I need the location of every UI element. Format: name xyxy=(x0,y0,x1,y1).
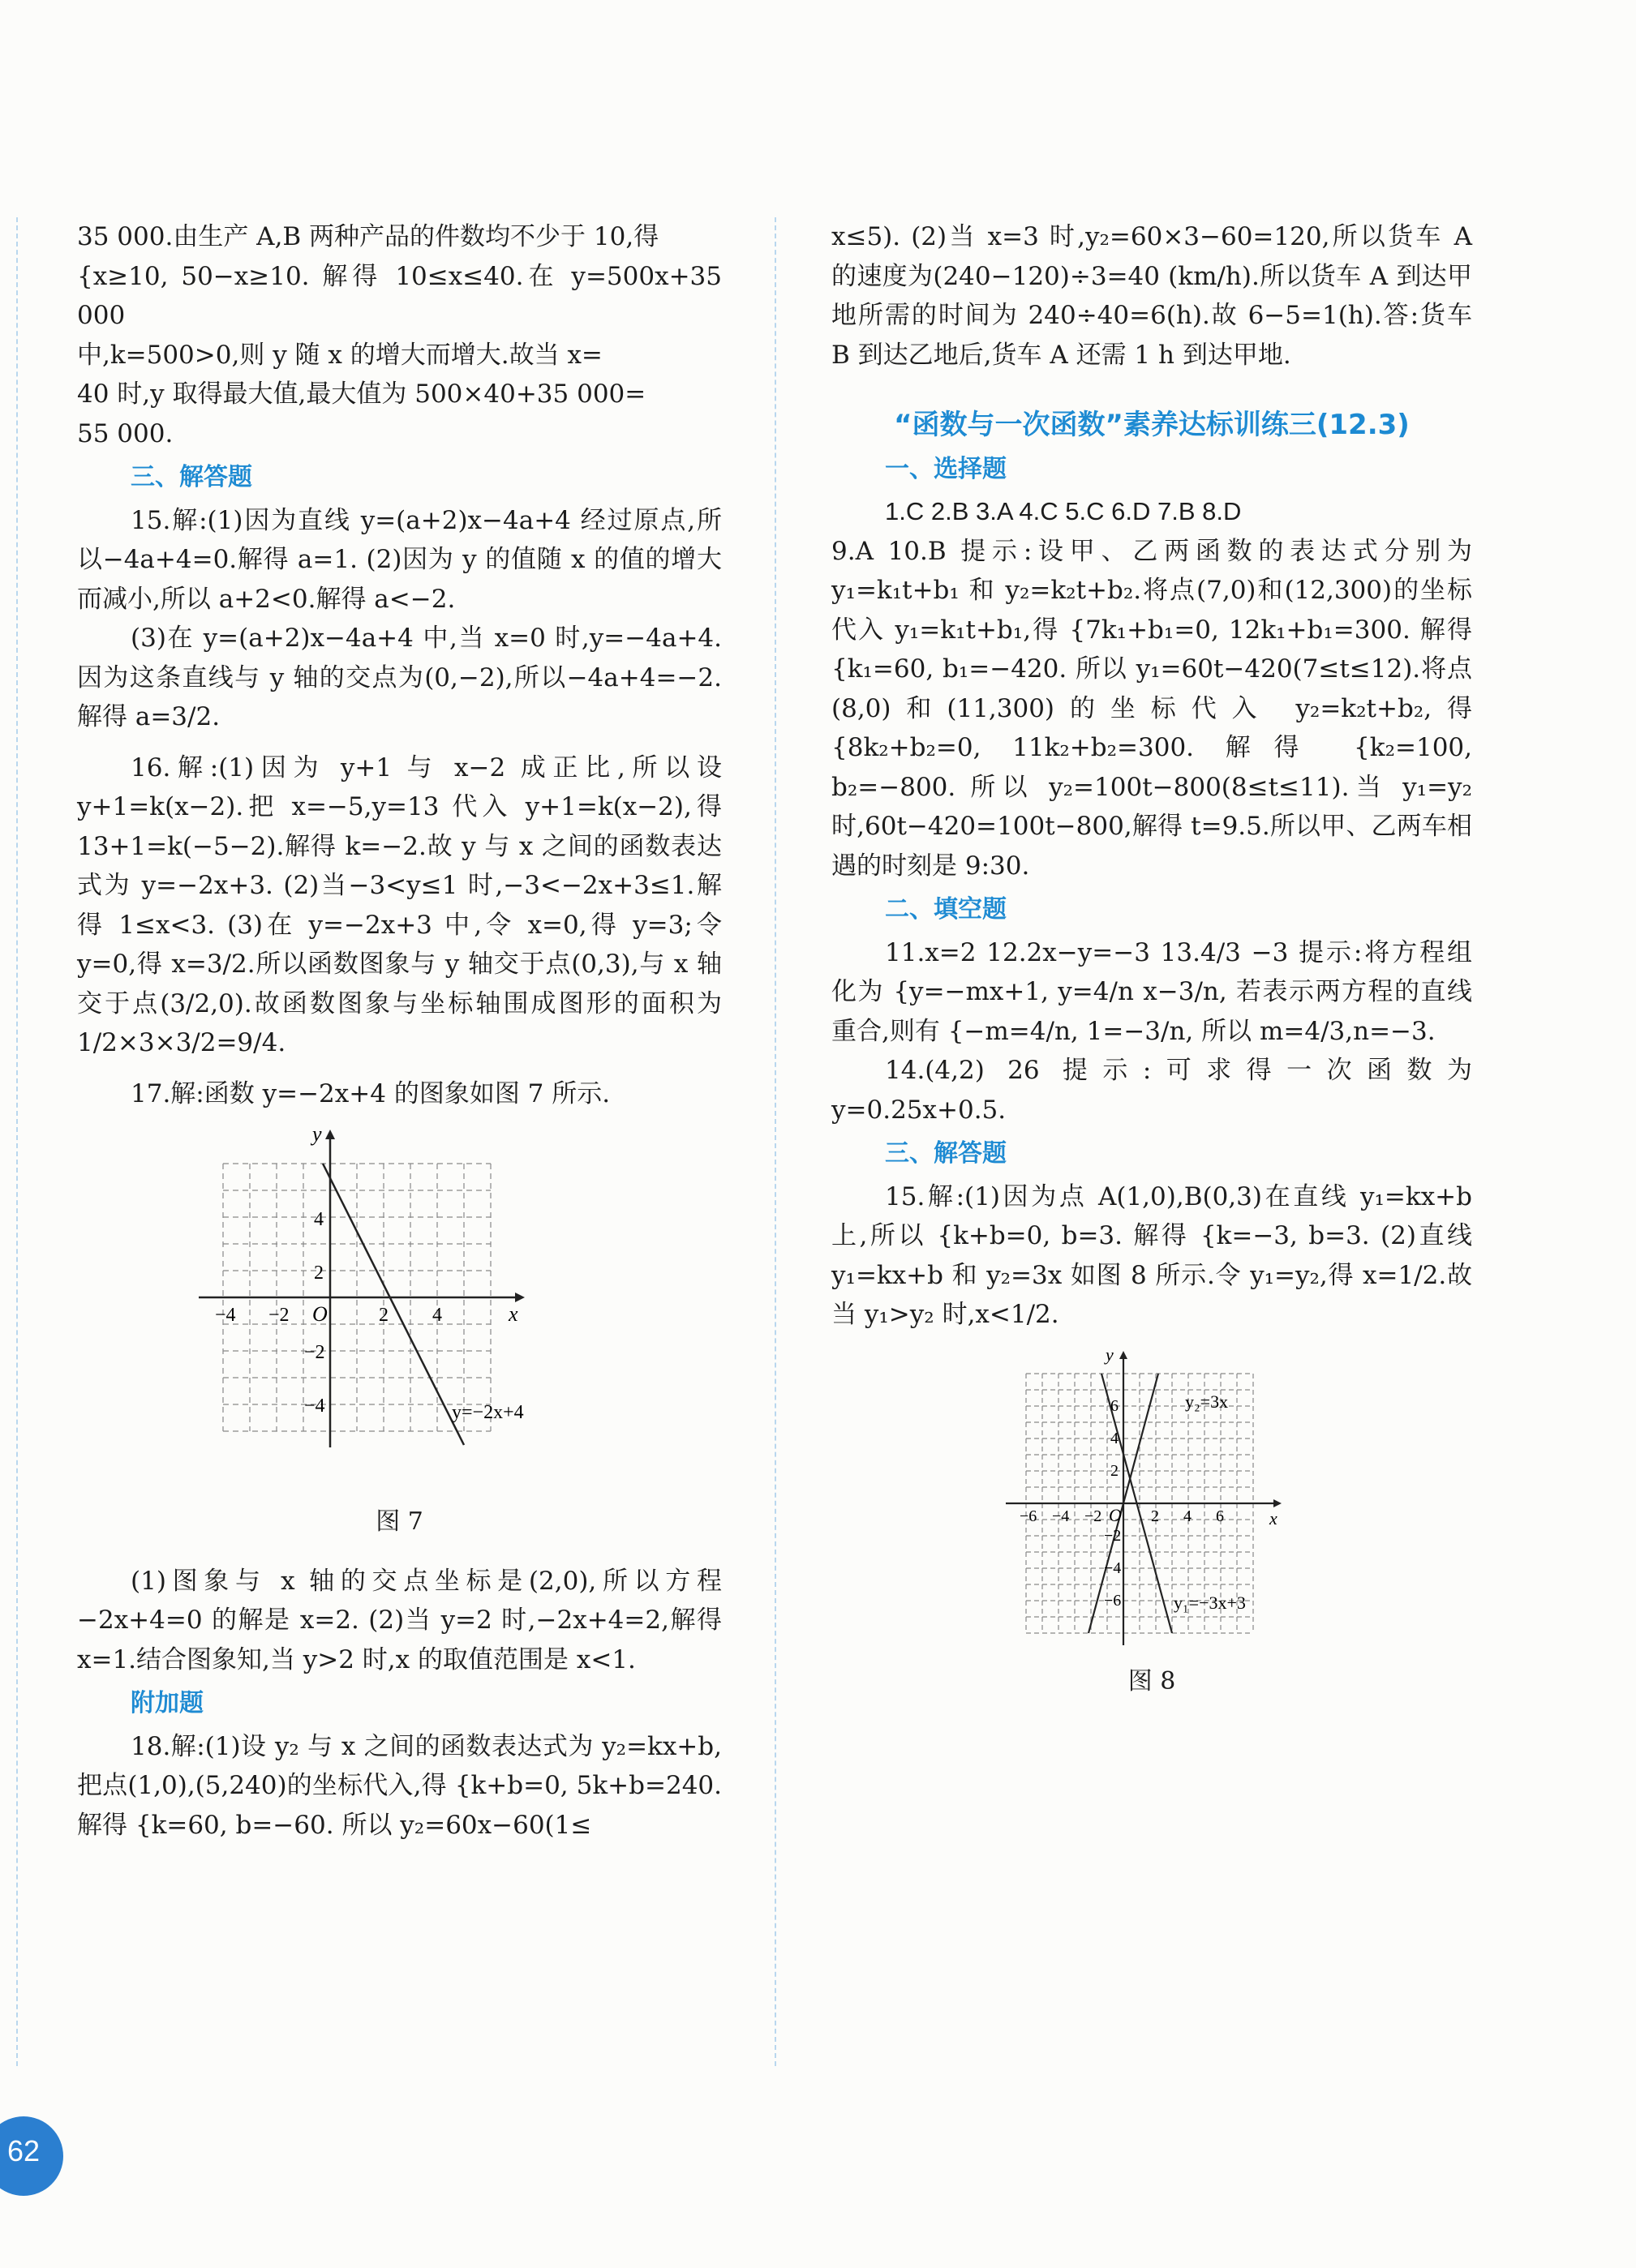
q11-13-text: 11.x=2 12.2x−y=−3 13.4/3 −3 提示:将方程组化为 {y=−mx+1, y=4/n x−3/n, 若表示两方程的直线重合,则有 {−m=4/n, 1=−3/n, 所以 m=4/3,n=−3. xyxy=(831,937,1472,1046)
column-divider xyxy=(775,217,776,2066)
fig7-tick: 4 xyxy=(432,1305,442,1326)
fig7-tick: −4 xyxy=(304,1396,325,1417)
fig8-tick: 4 xyxy=(1183,1507,1192,1525)
fig7-x-label: x xyxy=(509,1302,518,1326)
right-p1: x≤5). (2)当 x=3 时,y₂=60×3−60=120,所以货车 A 的速度为(240−120)÷3=40 (km/h).所以货车 A 到达甲地所需的时间为 240÷40=6(h).故 6−5=1(h).答:货车 B 到达乙地后,货车 A 还需 1 h 到达甲地. xyxy=(831,222,1472,370)
left-margin-rule xyxy=(16,217,18,2066)
left-p3: 中,k=500>0,则 y 随 x 的增大而增大.故当 x= xyxy=(77,340,603,370)
fig8-tick: −2 xyxy=(1104,1526,1122,1545)
fig8-tick: 4 xyxy=(1110,1429,1119,1447)
fig7-origin-label: O xyxy=(312,1302,328,1326)
fig8-tick: 6 xyxy=(1110,1396,1119,1415)
q17b-text: (1)图象与 x 轴的交点坐标是(2,0),所以方程−2x+4=0 的解是 x=2. (2)当 y=2 时,−2x+4=2,解得 x=1.结合图象知,当 y>2 时,x 的取值范围是 x<1. xyxy=(77,1566,722,1674)
fig8-tick: 2 xyxy=(1110,1461,1119,1480)
left-p5: 55 000. xyxy=(77,418,174,448)
section-heading-extra: 附加题 xyxy=(131,1689,204,1717)
left-p1: 35 000.由生产 A,B 两种产品的件数均不少于 10,得 xyxy=(77,222,659,251)
practice-title: “函数与一次函数”素养达标训练三(12.3) xyxy=(894,409,1410,441)
fig8-label-y1: y₁=−3x+3 xyxy=(1174,1592,1246,1613)
figure-7-graph xyxy=(191,1123,531,1496)
fig7-tick: −4 xyxy=(215,1305,236,1326)
fig7-tick: −2 xyxy=(304,1342,325,1363)
fig7-tick: 2 xyxy=(379,1305,389,1326)
fig7-x-arrow xyxy=(515,1293,525,1302)
figure-7-caption: 图 7 xyxy=(376,1507,423,1536)
fig7-tick: −2 xyxy=(268,1305,290,1326)
q18-text: 18.解:(1)设 y₂ 与 x 之间的函数表达式为 y₂=kx+b,把点(1,0),(5,240)的坐标代入,得 {k+b=0, 5k+b=240. 解得 {k=60, b=−60. 所以 y₂=60x−60(1≤ xyxy=(77,1731,722,1840)
section-heading-choice: 一、选择题 xyxy=(885,454,1007,483)
q9-10-text: 9.A 10.B 提示:设甲、乙两函数的表达式分别为 y₁=k₁t+b₁ 和 y₂=k₂t+b₂.将点(7,0)和(12,300)的坐标代入 y₁=k₁t+b₁,得 {7k₁+b₁=0, 12k₁+b₁=300. 解得 {k₁=60, b₁=−420. 所以 y₁=60t−420(7≤t≤12).将点(8,0)和(11,300)的坐标代入 y₂=k₂t+b₂,得 {8k₂+b₂=0, 11k₂+b₂=300. 解得 {k₂=100, b₂=−800. 所以 y₂=100t−800(8≤t≤11).当 y₁=y₂ 时,60t−420=100t−800,解得 t=9.5.所以甲、乙两车相遇的时刻是 9:30. xyxy=(831,536,1472,881)
figure-8-caption: 图 8 xyxy=(1127,1666,1176,1696)
fig8-tick: −4 xyxy=(1104,1558,1122,1577)
fig8-tick: −4 xyxy=(1052,1507,1070,1525)
fig8-tick: −2 xyxy=(1084,1507,1102,1525)
fig8-origin-label: O xyxy=(1109,1504,1122,1525)
fig8-x-arrow xyxy=(1273,1499,1282,1507)
section-heading-fill: 二、填空题 xyxy=(885,895,1007,924)
fig8-y-label: y xyxy=(1106,1348,1114,1365)
fig8-tick: −6 xyxy=(1020,1507,1037,1525)
q16-text: 16.解:(1)因为 y+1 与 x−2 成正比,所以设 y+1=k(x−2).把 x=−5,y=13 代入 y+1=k(x−2),得 13+1=k(−5−2).解得 k=−2.故 y 与 x 之间的函数表达式为 y=−2x+3. (2)当−3<y≤1 时,−3<−2x+3≤1.解得 1≤x<3. (3)在 y=−2x+3 中,令 x=0,得 y=3;令 y=0,得 x=3/2.所以函数图象与 y 轴交于点(0,3),与 x 轴交于点(3/2,0).故函数图象与坐标轴围成图形的面积为 1/2×3×3/2=9/4. xyxy=(77,752,722,1057)
fig7-line-label: y=−2x+4 xyxy=(452,1402,524,1423)
fig8-y-arrow xyxy=(1119,1351,1127,1359)
left-p4: 40 时,y 取得最大值,最大值为 500×40+35 000= xyxy=(77,379,646,409)
fig7-tick: 4 xyxy=(314,1209,324,1230)
fig7-line xyxy=(323,1164,464,1445)
fig7-tick: 2 xyxy=(314,1263,324,1284)
fig8-tick: 2 xyxy=(1151,1507,1159,1525)
figure-8-graph xyxy=(1002,1349,1326,1657)
fig8-label-y2: y₂=3x xyxy=(1185,1391,1229,1412)
q15b-text: (3)在 y=(a+2)x−4a+4 中,当 x=0 时,y=−4a+4.因为这条直线与 y 轴的交点为(0,−2),所以−4a+4=−2.解得 a=3/2. xyxy=(77,624,722,731)
fig7-y-arrow xyxy=(325,1130,335,1139)
fig8-tick: 6 xyxy=(1216,1507,1224,1525)
section-heading-answers: 三、解答题 xyxy=(131,463,252,491)
fig7-y-label: y xyxy=(312,1123,322,1146)
q17-text: 17.解:函数 y=−2x+4 的图象如图 7 所示. xyxy=(131,1078,611,1108)
section-heading-answers-right: 三、解答题 xyxy=(885,1139,1007,1168)
choice-answers: 1.C 2.B 3.A 4.C 5.C 6.D 7.B 8.D xyxy=(885,497,1242,525)
fig8-tick: −6 xyxy=(1104,1591,1122,1610)
left-column xyxy=(77,217,722,1845)
left-p2: {x≥10, 50−x≥10. 解得 10≤x≤40.在 y=500x+35 000 xyxy=(77,261,722,330)
fig8-x-label: x xyxy=(1269,1507,1277,1528)
right-column xyxy=(831,217,1472,1701)
q15-right-text: 15.解:(1)因为点 A(1,0),B(0,3)在直线 y₁=kx+b 上,所以 {k+b=0, b=3. 解得 {k=−3, b=3. (2)直线 y₁=kx+b 和 y₂=3x 如图 8 所示.令 y₁=y₂,得 x=1/2.故当 y₁>y₂ 时,x<1/2. xyxy=(831,1181,1472,1329)
page-number: 62 xyxy=(6,2134,41,2167)
q14-text: 14.(4,2) 26 提示:可求得一次函数为 y=0.25x+0.5. xyxy=(831,1056,1472,1125)
q15-text: 15.解:(1)因为直线 y=(a+2)x−4a+4 经过原点,所以−4a+4=0.解得 a=1. (2)因为 y 的值随 x 的值的增大而减小,所以 a+2<0.解得 a<−2. xyxy=(77,505,722,614)
